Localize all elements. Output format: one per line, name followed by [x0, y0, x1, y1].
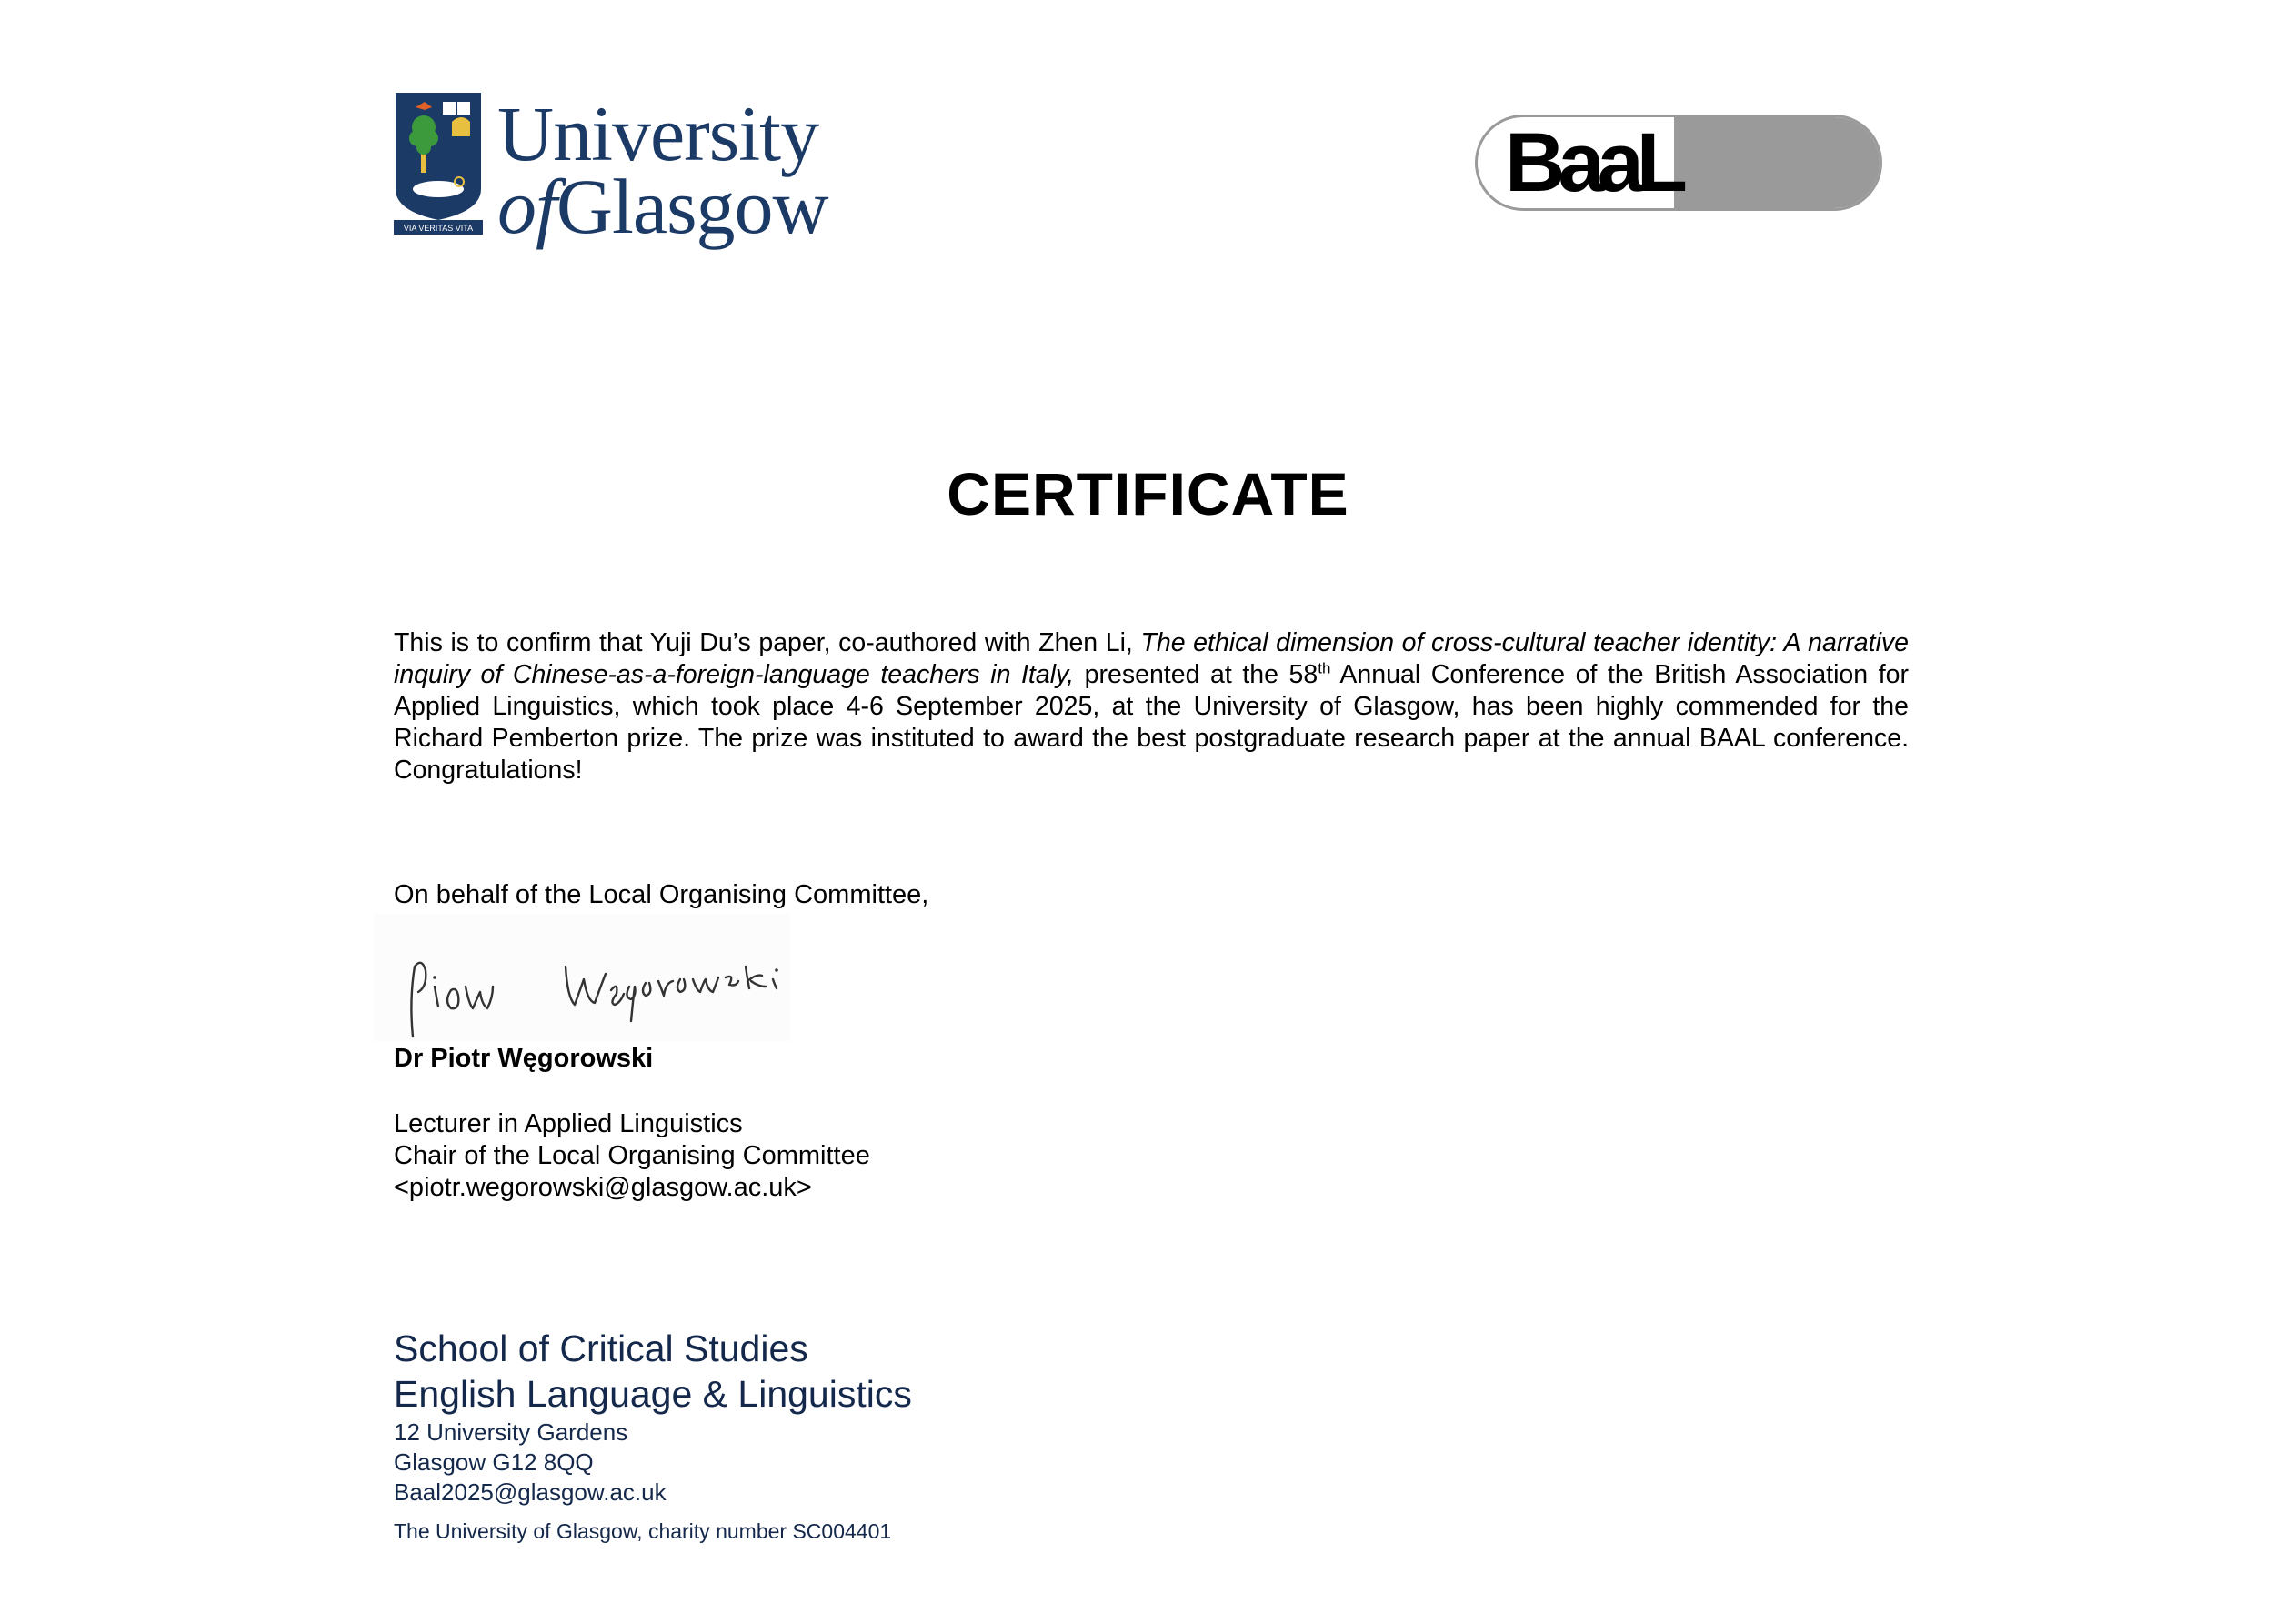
- certificate-title: CERTIFICATE: [947, 460, 1349, 527]
- address-line: 12 University Gardens: [394, 1418, 628, 1446]
- certificate-body: This is to confirm that Yuji Du’s paper, co-authored with Zhen Li, The ethical dimension of cross-cultural teacher identity: A narrative inquiry of Chinese-as-a-foreign-language teachers in Italy, presented at the 58th Annual Conference of the British Association for Applied Linguistics, which took place 4-6 September 2025, at the University of Glasgow, has been highly commended for the Richard Pemberton prize. The prize was instituted to award the best postgraduate research paper at the annual BAAL conference. Congratulations!: [394, 628, 1909, 785]
- department-name: English Language & Linguistics: [394, 1373, 912, 1415]
- address-line: Glasgow G12 8QQ: [394, 1448, 594, 1476]
- on-behalf-text: On behalf of the Local Organising Committee,: [394, 880, 929, 909]
- school-name: School of Critical Studies: [394, 1327, 808, 1369]
- glasgow-wordmark: [497, 90, 828, 250]
- charity-number: The University of Glasgow, charity number SC004401: [394, 1519, 892, 1543]
- wordmark-of-glasgow: ofGlasgow: [497, 163, 828, 250]
- baal-logo: [1475, 115, 1882, 211]
- glasgow-crest-icon: [394, 91, 483, 235]
- university-of-glasgow-logo: [394, 90, 828, 250]
- signer-name: Dr Piotr Węgorowski: [394, 1044, 654, 1073]
- baal-logo-text: BaaL: [1505, 116, 1680, 209]
- signer-role-block: [394, 1108, 870, 1204]
- handwritten-signature: [373, 914, 791, 1041]
- role-line: Chair of the Local Organising Committee: [394, 1141, 870, 1170]
- contact-email: Baal2025@glasgow.ac.uk: [394, 1478, 667, 1506]
- wordmark-university: University: [497, 90, 819, 177]
- baal-logo-mark: [1505, 116, 1680, 209]
- signer-email: <piotr.wegorowski@glasgow.ac.uk>: [394, 1173, 812, 1202]
- baal-logo-grey-panel: [1674, 117, 1880, 208]
- role-line: Lecturer in Applied Linguistics: [394, 1109, 743, 1138]
- svg-text:VIA VERITAS VITA: VIA VERITAS VITA: [403, 224, 474, 233]
- paper-title: The ethical dimension of cross-cultural teacher identity: A narrative inquiry of Chinese-as-a-foreign-language teachers in Italy,: [394, 628, 1909, 689]
- school-address-block: [394, 1326, 912, 1545]
